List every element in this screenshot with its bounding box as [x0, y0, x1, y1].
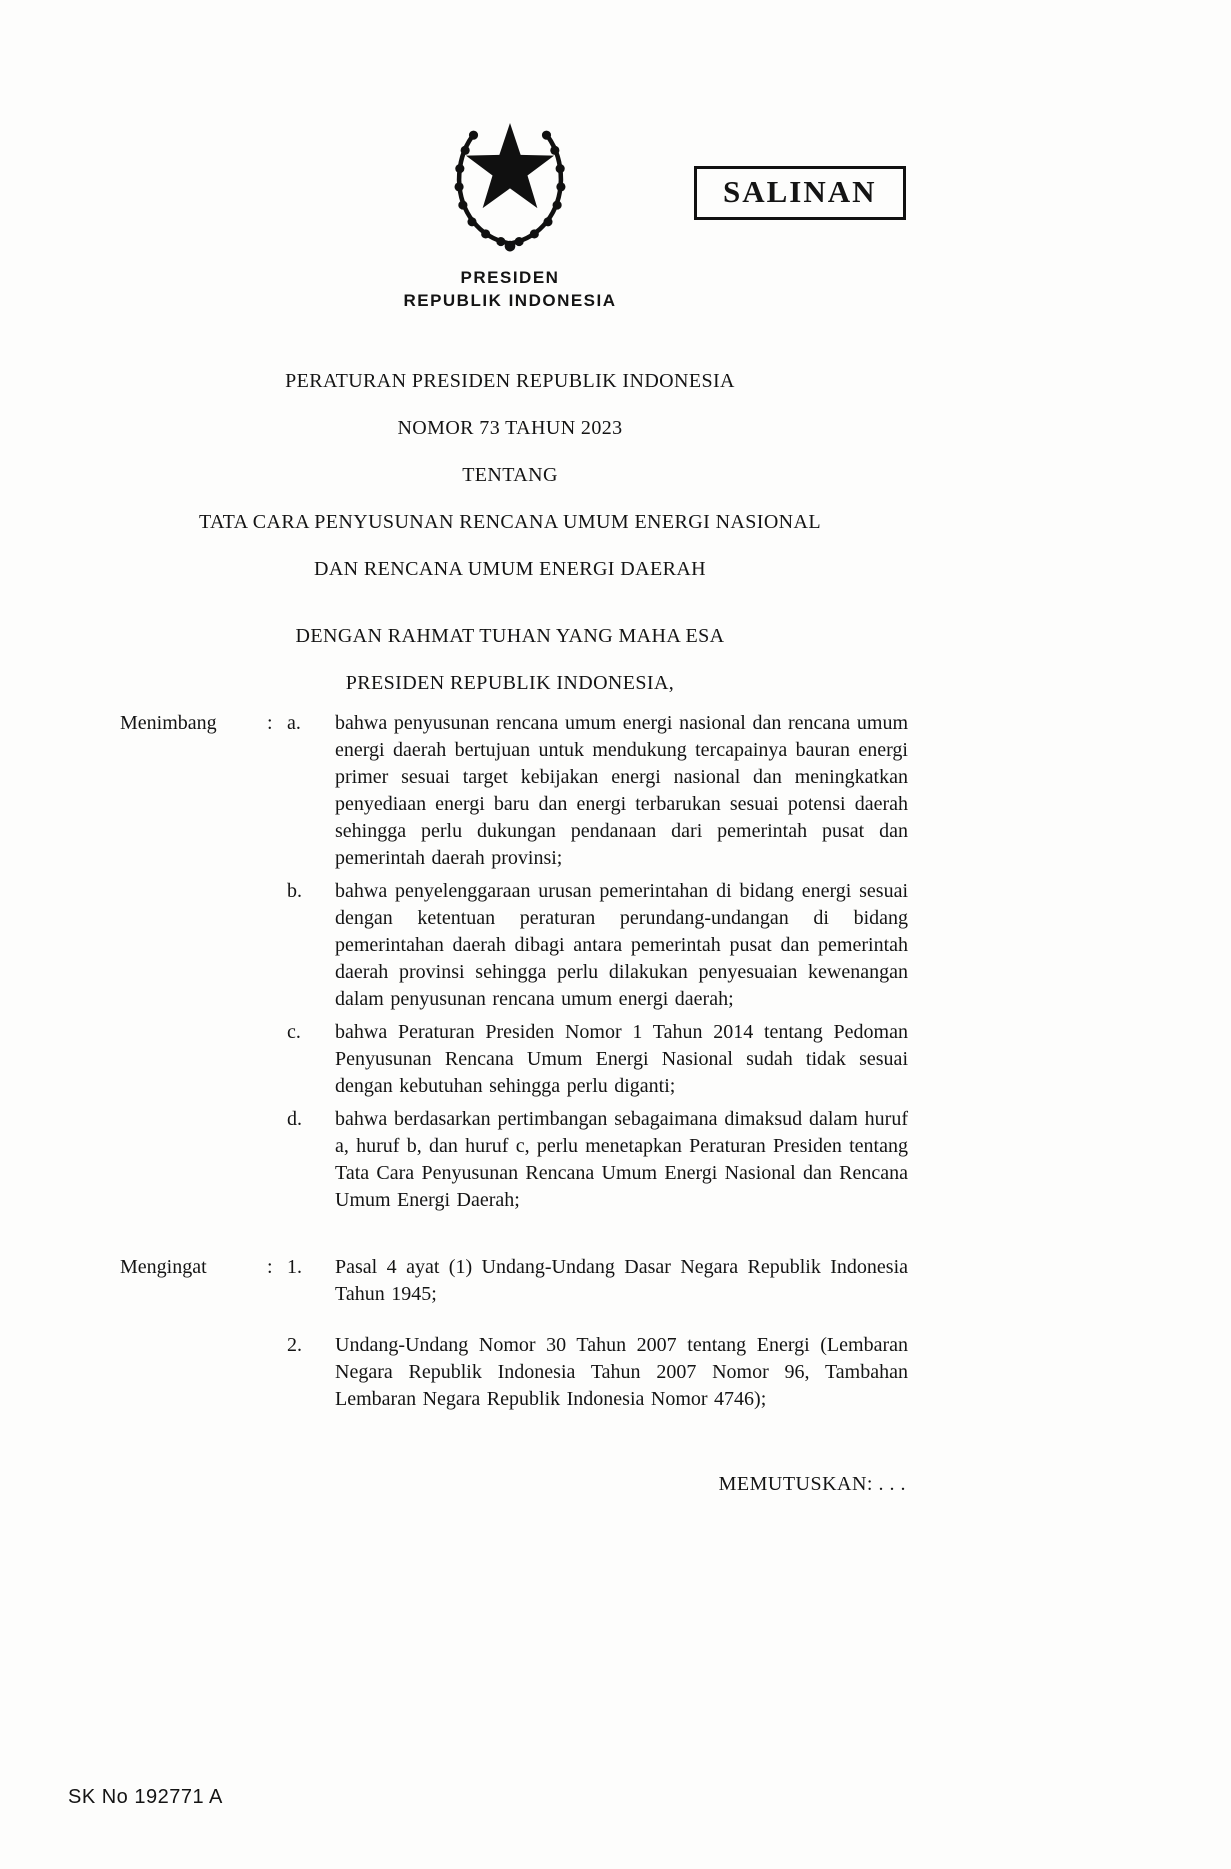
item-marker: b. — [287, 880, 302, 902]
item-marker: d. — [287, 1108, 302, 1130]
item-text: Undang-Undang Nomor 30 Tahun 2007 tentang Energi (Lembaran Negara Republik Indonesia Tahun 2007 Nomor 96, Tambahan Lembaran Negara Republik Indonesia Nomor 4746); — [335, 1334, 908, 1410]
title-regulation: PERATURAN PRESIDEN REPUBLIK INDONESIA — [285, 370, 735, 392]
letterhead-emblem — [0, 100, 1020, 265]
item-marker: 1. — [287, 1256, 302, 1278]
list-item — [287, 710, 908, 872]
title-invocation: DENGAN RAHMAT TUHAN YANG MAHA ESA — [295, 625, 725, 647]
salinan-label: SALINAN — [723, 174, 877, 209]
mengingat-section — [120, 1254, 908, 1437]
document-body — [120, 710, 908, 1498]
title-subject-line1: TATA CARA PENYUSUNAN RENCANA UMUM ENERGI NASIONAL — [199, 511, 821, 533]
letterhead — [0, 266, 1020, 312]
title-tentang: TENTANG — [462, 464, 558, 486]
menimbang-label: Menimbang — [120, 712, 217, 734]
mengingat-label: Mengingat — [120, 1256, 207, 1278]
item-text: Pasal 4 ayat (1) Undang-Undang Dasar Negara Republik Indonesia Tahun 1945; — [335, 1256, 908, 1305]
item-text: bahwa Peraturan Presiden Nomor 1 Tahun 2014 tentang Pedoman Penyusunan Rencana Umum Energi Nasional sudah tidak sesuai dengan kebutuhan sehingga perlu diganti; — [335, 1021, 908, 1097]
menimbang-section — [120, 710, 908, 1220]
title-number: NOMOR 73 TAHUN 2023 — [397, 417, 623, 439]
list-item — [287, 878, 908, 1013]
mengingat-separator: : — [267, 1256, 273, 1278]
item-text: bahwa penyusunan rencana umum energi nasional dan rencana umum energi daerah bertujuan untuk mendukung tercapainya bauran energi primer sesuai target kebijakan energi nasional dan meningkatkan penyediaan energi baru dan energi terbarukan sesuai potensi daerah sehingga perlu dukungan pendanaan dari pemerintah pusat dan pemerintah daerah provinsi; — [335, 712, 908, 869]
menimbang-items — [287, 710, 908, 1220]
menimbang-separator: : — [267, 712, 273, 734]
item-text: bahwa berdasarkan pertimbangan sebagaimana dimaksud dalam huruf a, huruf b, dan huruf c, perlu menetapkan Peraturan Presiden tentang Tata Cara Penyusunan Rencana Umum Energi Nasional dan Rencana Umum Energi Daerah; — [335, 1108, 908, 1211]
footer-code: SK No 192771 A — [68, 1786, 223, 1808]
item-marker: a. — [287, 712, 301, 734]
list-item — [287, 1254, 908, 1308]
list-item — [287, 1332, 908, 1413]
list-item — [287, 1019, 908, 1100]
title-subject-line2: DAN RENCANA UMUM ENERGI DAERAH — [314, 558, 706, 580]
title-president: PRESIDEN REPUBLIK INDONESIA, — [345, 672, 675, 694]
memutuskan-line: MEMUTUSKAN: . . . — [718, 1473, 906, 1495]
item-marker: 2. — [287, 1334, 302, 1356]
list-item — [287, 1106, 908, 1214]
item-text: bahwa penyelenggaraan urusan pemerintahan di bidang energi sesuai dengan ketentuan peraturan perundang-undangan di bidang pemerintahan daerah dibagi antara pemerintah pusat dan pemerintah daerah provinsi sehingga perlu dilakukan penyesuaian kewenangan dalam penyusunan rencana umum energi daerah; — [335, 880, 908, 1010]
letterhead-line1: PRESIDEN — [460, 268, 560, 287]
mengingat-items — [287, 1254, 908, 1437]
item-marker: c. — [287, 1021, 301, 1043]
letterhead-line2: REPUBLIK INDONESIA — [403, 291, 617, 310]
document-title — [0, 358, 1020, 707]
presidential-seal-icon — [434, 247, 586, 264]
